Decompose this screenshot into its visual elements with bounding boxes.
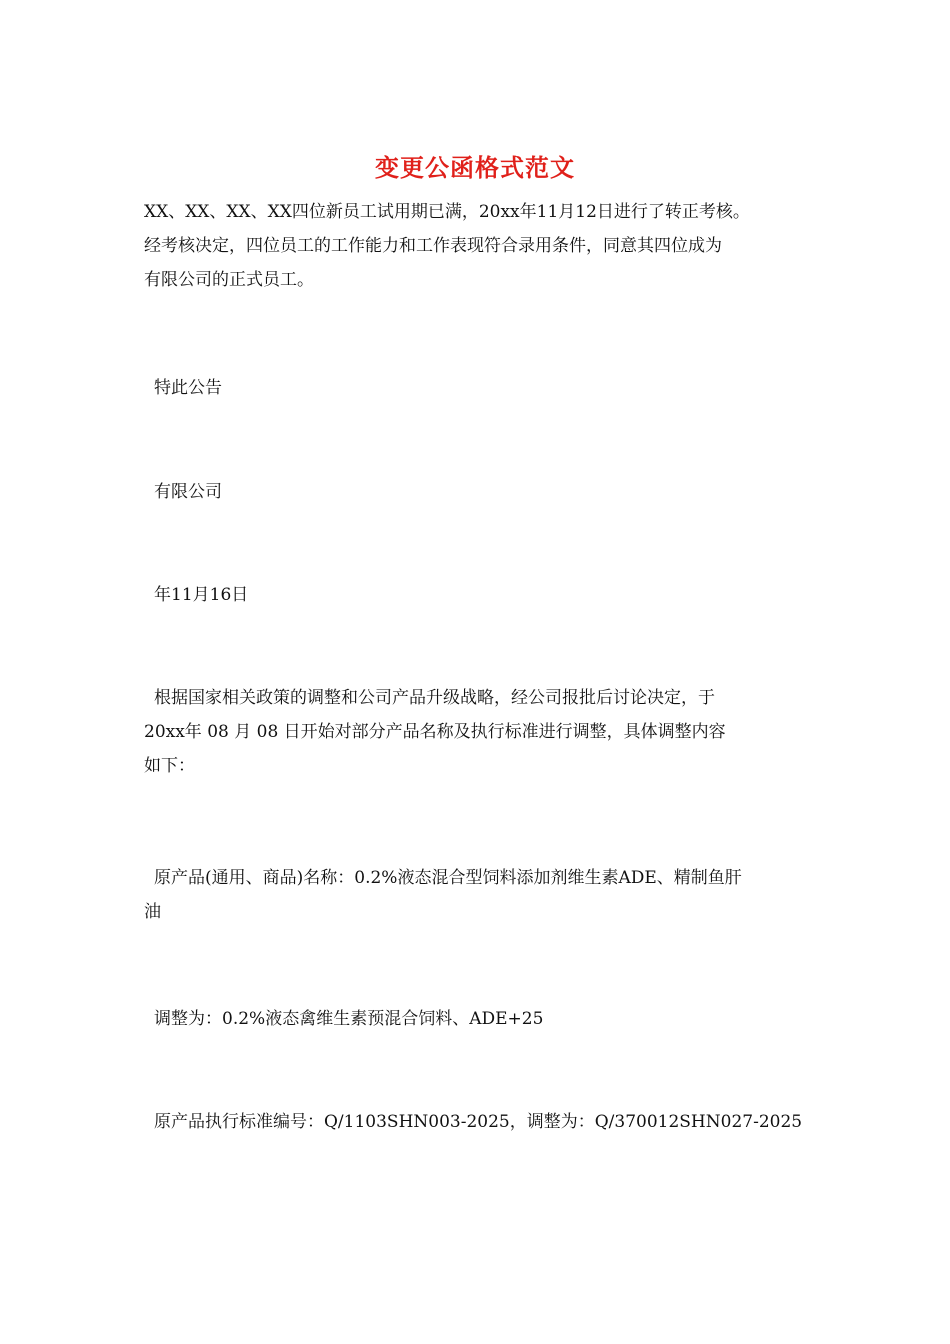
company-name: 有限公司	[154, 482, 222, 502]
change-notice-line: 如下：	[144, 756, 195, 776]
notice-date: 年11月16日	[154, 585, 249, 605]
original-product-line: 油	[144, 902, 161, 922]
notice-line: XX、XX、XX、XX四位新员工试用期已满，20xx年11月12日进行了转正考核。	[144, 202, 750, 222]
notice-line: 经考核决定，四位员工的工作能力和工作表现符合录用条件，同意其四位成为	[144, 236, 722, 256]
adjusted-name-text: 调整为：0.2%液态禽维生素预混合饲料、ADE+25	[154, 1009, 544, 1029]
original-product-line: 原产品(通用、商品)名称：0.2%液态混合型饲料添加剂维生素ADE、精制鱼肝	[154, 868, 742, 888]
notice-line: 有限公司的正式员工。	[144, 270, 314, 290]
standard-change-text: 原产品执行标准编号：Q/1103SHN003-2025，调整为：Q/370012SHN027-2025	[154, 1112, 803, 1132]
change-notice-line: 20xx年 08 月 08 日开始对部分产品名称及执行标准进行调整，具体调整内容	[144, 722, 726, 742]
change-notice-line: 根据国家相关政策的调整和公司产品升级战略，经公司报批后讨论决定，于	[154, 688, 715, 708]
closing-text: 特此公告	[154, 378, 222, 398]
document-title: 变更公函格式范文	[375, 153, 575, 182]
original-product-paragraph	[144, 861, 806, 929]
notice-paragraph	[144, 195, 806, 297]
change-notice-paragraph	[144, 681, 806, 783]
